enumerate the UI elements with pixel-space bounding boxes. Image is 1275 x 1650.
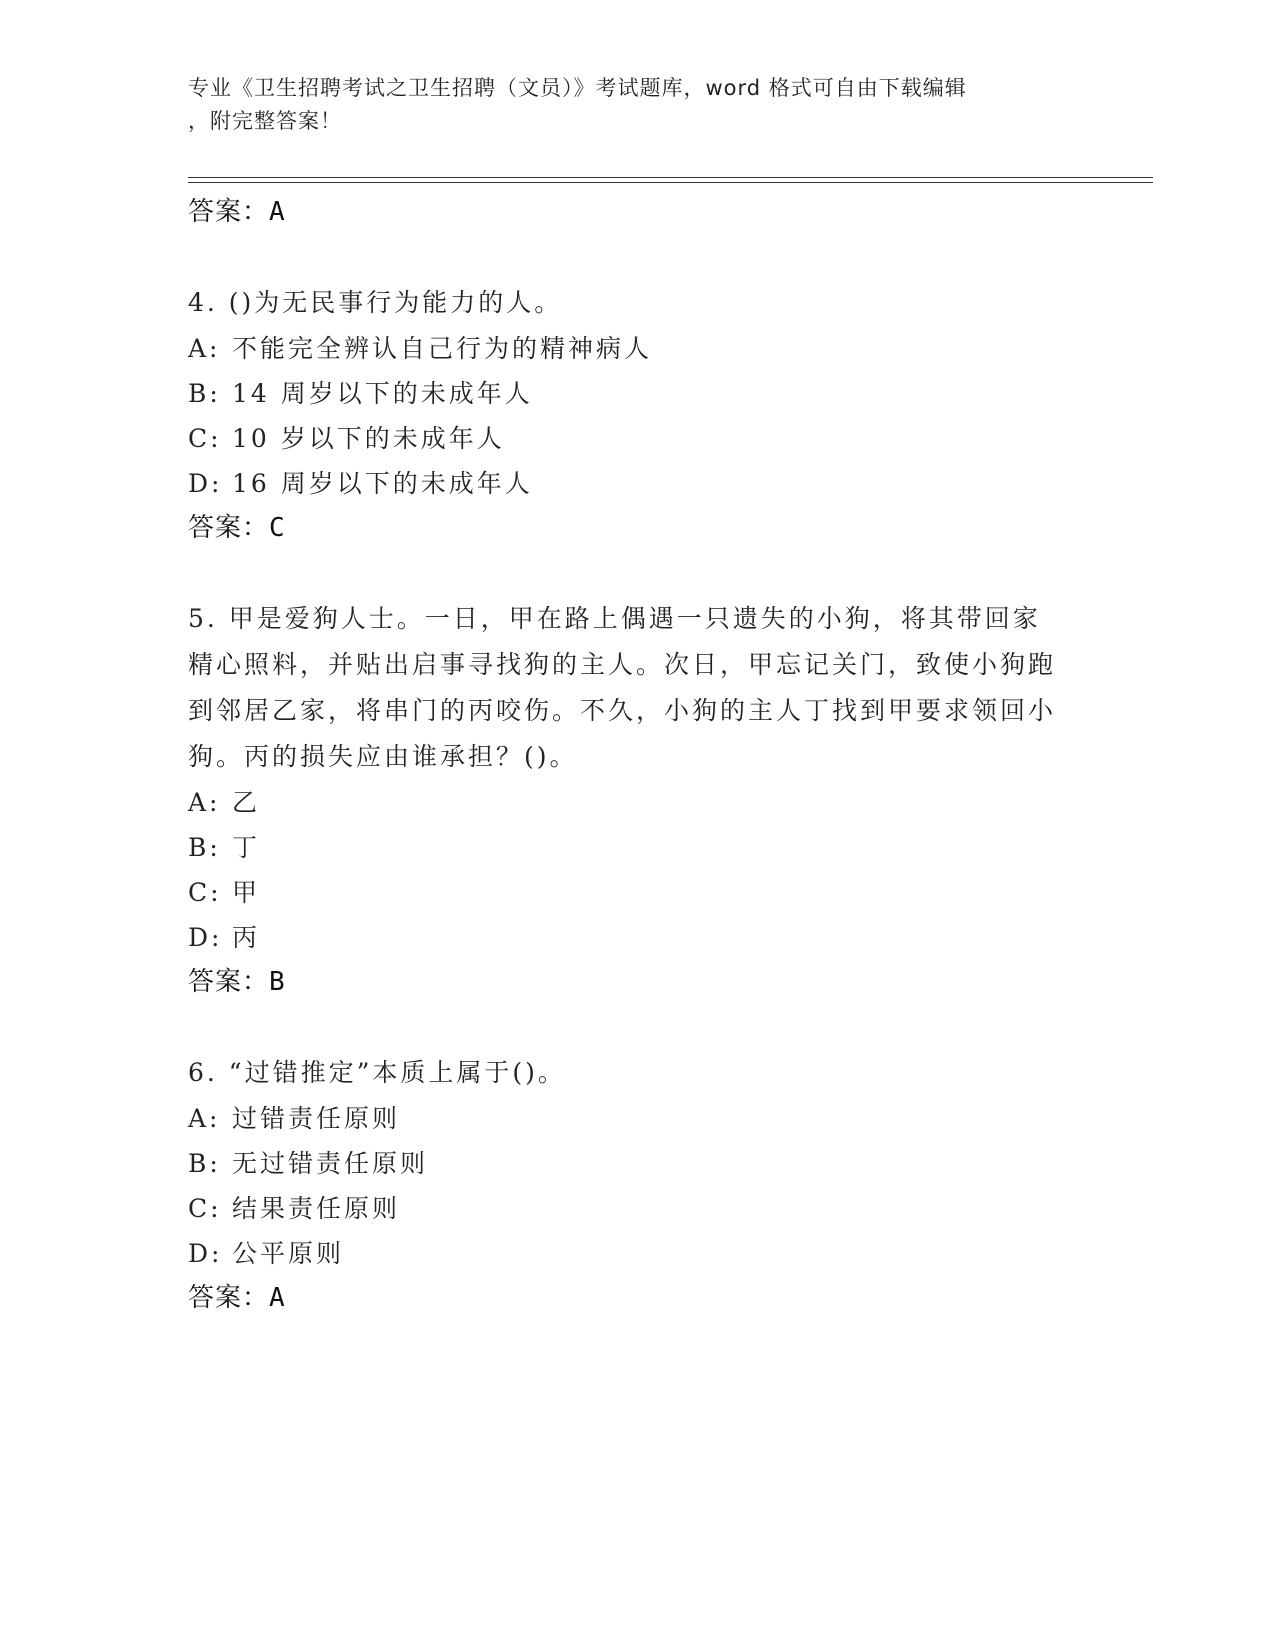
option-key: C: bbox=[188, 878, 222, 907]
option-text: 甲 bbox=[232, 878, 261, 907]
page-header bbox=[188, 72, 1068, 138]
option-text: 丙 bbox=[232, 923, 261, 952]
answer-line bbox=[188, 190, 1153, 234]
answer-line bbox=[188, 1276, 1153, 1320]
option-key: B: bbox=[188, 1149, 221, 1178]
header-divider bbox=[188, 177, 1153, 183]
answer-value: A bbox=[269, 197, 286, 227]
option-a bbox=[188, 780, 1153, 825]
option-text: 丁 bbox=[232, 833, 261, 862]
option-b bbox=[188, 825, 1153, 870]
option-key: A: bbox=[188, 788, 221, 817]
option-key: B: bbox=[188, 833, 221, 862]
option-text: 10 岁以下的未成年人 bbox=[232, 424, 505, 453]
option-key: D: bbox=[188, 1239, 223, 1268]
option-text: 结果责任原则 bbox=[232, 1194, 401, 1223]
option-text: 乙 bbox=[232, 788, 261, 817]
answer-line bbox=[188, 960, 1153, 1004]
answer-value: C bbox=[269, 513, 286, 543]
answer-label: 答案： bbox=[188, 1283, 270, 1313]
option-text: 无过错责任原则 bbox=[232, 1149, 429, 1178]
option-text: 公平原则 bbox=[232, 1239, 345, 1268]
question-stem: 5. 甲是爱狗人士。一日，甲在路上偶遇一只遗失的小狗，将其带回家精心照料，并贴出启事寻找狗的主人。次日，甲忘记关门，致使小狗跑到邻居乙家，将串门的丙咬伤。不久，小狗的主人丁找到甲要求领回小狗。丙的损失应由谁承担？()。 bbox=[188, 604, 1057, 771]
option-key: C: bbox=[188, 424, 222, 453]
answer-line bbox=[188, 506, 1153, 550]
header-line-1: 专业《卫生招聘考试之卫生招聘（文员）》考试题库，word 格式可自由下载编辑 bbox=[188, 76, 967, 100]
option-text: 14 周岁以下的未成年人 bbox=[232, 379, 533, 408]
question-item bbox=[188, 1050, 1153, 1320]
answer-value: A bbox=[269, 1283, 286, 1313]
option-d bbox=[188, 461, 1153, 506]
option-key: D: bbox=[188, 469, 223, 498]
question-stem: 6. “过错推定”本质上属于()。 bbox=[188, 1058, 566, 1087]
option-text: 不能完全辨认自己行为的精神病人 bbox=[232, 334, 653, 363]
answer-value: B bbox=[269, 967, 286, 997]
option-key: B: bbox=[188, 379, 221, 408]
option-key: A: bbox=[188, 1104, 221, 1133]
answer-label: 答案： bbox=[188, 197, 270, 227]
answer-label: 答案： bbox=[188, 513, 270, 543]
option-d bbox=[188, 915, 1153, 960]
question-item bbox=[188, 280, 1153, 550]
option-text: 过错责任原则 bbox=[232, 1104, 401, 1133]
header-line-2: ，附完整答案！ bbox=[188, 109, 342, 133]
option-d bbox=[188, 1231, 1153, 1276]
option-c bbox=[188, 870, 1153, 915]
option-key: D: bbox=[188, 923, 223, 952]
question-stem: 4. ()为无民事行为能力的人。 bbox=[188, 288, 563, 317]
option-key: A: bbox=[188, 334, 221, 363]
answer-label: 答案： bbox=[188, 967, 270, 997]
option-a bbox=[188, 326, 1153, 371]
option-c bbox=[188, 1186, 1153, 1231]
option-key: C: bbox=[188, 1194, 222, 1223]
question-item bbox=[188, 596, 1153, 1004]
option-b bbox=[188, 1141, 1153, 1186]
option-a bbox=[188, 1096, 1153, 1141]
option-c bbox=[188, 416, 1153, 461]
question-list bbox=[188, 190, 1153, 1320]
option-b bbox=[188, 371, 1153, 416]
option-text: 16 周岁以下的未成年人 bbox=[232, 469, 533, 498]
